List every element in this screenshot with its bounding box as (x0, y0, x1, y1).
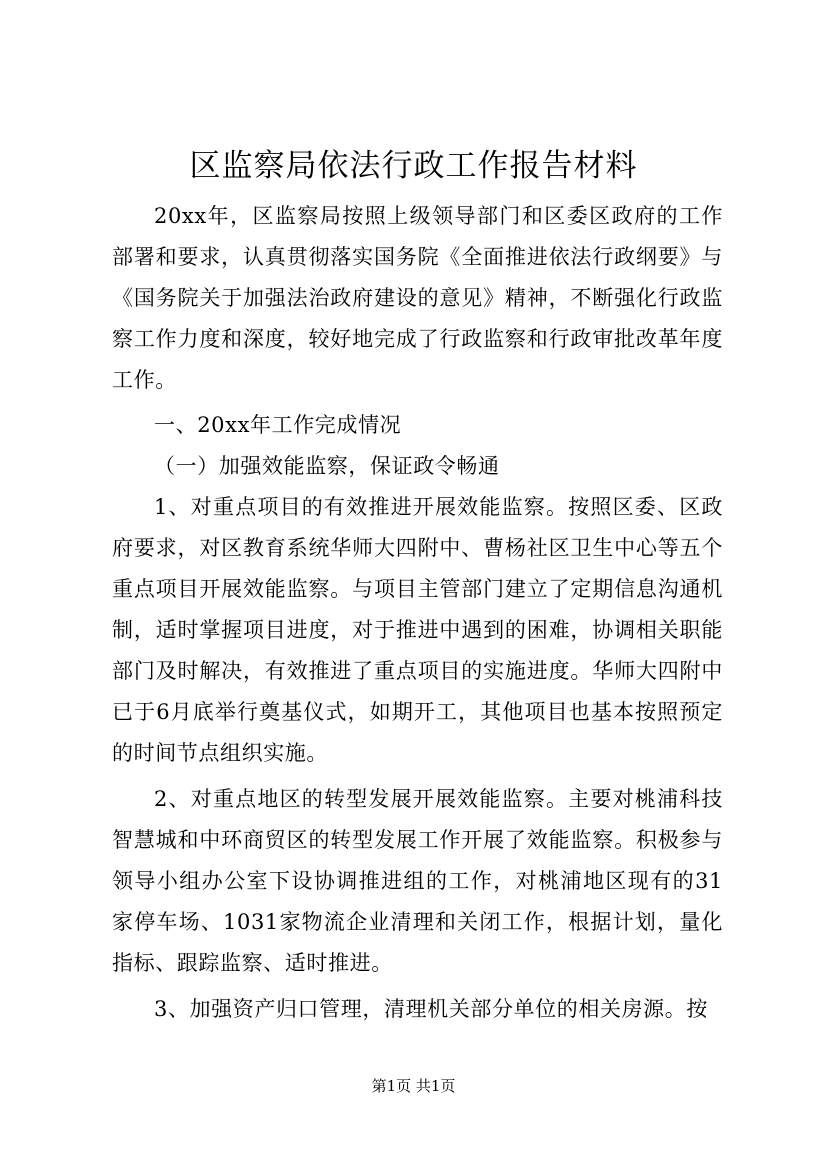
paragraph-intro: 20xx年，区监察局按照上级领导部门和区委区政府的工作部署和要求，认真贯彻落实国务院《全面推进依法行政纲要》与《国务院关于加强法治政府建设的意见》精神，不断强化行政监察工作力度和深度，较好地完成了行政监察和行政审批改革年度工作。 (112, 204, 723, 392)
paragraph-item-3: 3、加强资产归口管理，清理机关部分单位的相关房源。按 (154, 997, 708, 1021)
paragraph-item-1: 1、对重点项目的有效推进开展效能监察。按照区委、区政府要求，对区教育系统华师大四附中、曹杨社区卫生中心等五个重点项目开展效能监察。与项目主管部门建立了定期信息沟通机制，适时掌握项目进度，对于推进中遇到的困难，协调相关职能部门及时解决，有效推进了重点项目的实施进度。华师大四附中已于6月底举行奠基仪式，如期开工，其他项目也基本按照预定的时间节点组织实施。 (112, 495, 723, 765)
subsection-heading: （一）加强效能监察，保证政令畅通 (154, 454, 500, 478)
paragraph-item-2: 2、对重点地区的转型发展开展效能监察。主要对桃浦科技智慧城和中环商贸区的转型发展工作开展了效能监察。积极参与领导小组办公室下设协调推进组的工作，对桃浦地区现有的31家停车场、1031家物流企业清理和关闭工作，根据计划，量化指标、跟踪监察、适时推进。 (112, 787, 723, 975)
section-heading: 一、20xx年工作完成情况 (154, 413, 402, 437)
page-footer: 第1页 共1页 (371, 1077, 456, 1095)
document-title: 区监察局依法行政工作报告材料 (189, 148, 638, 184)
document-body (112, 196, 723, 1030)
